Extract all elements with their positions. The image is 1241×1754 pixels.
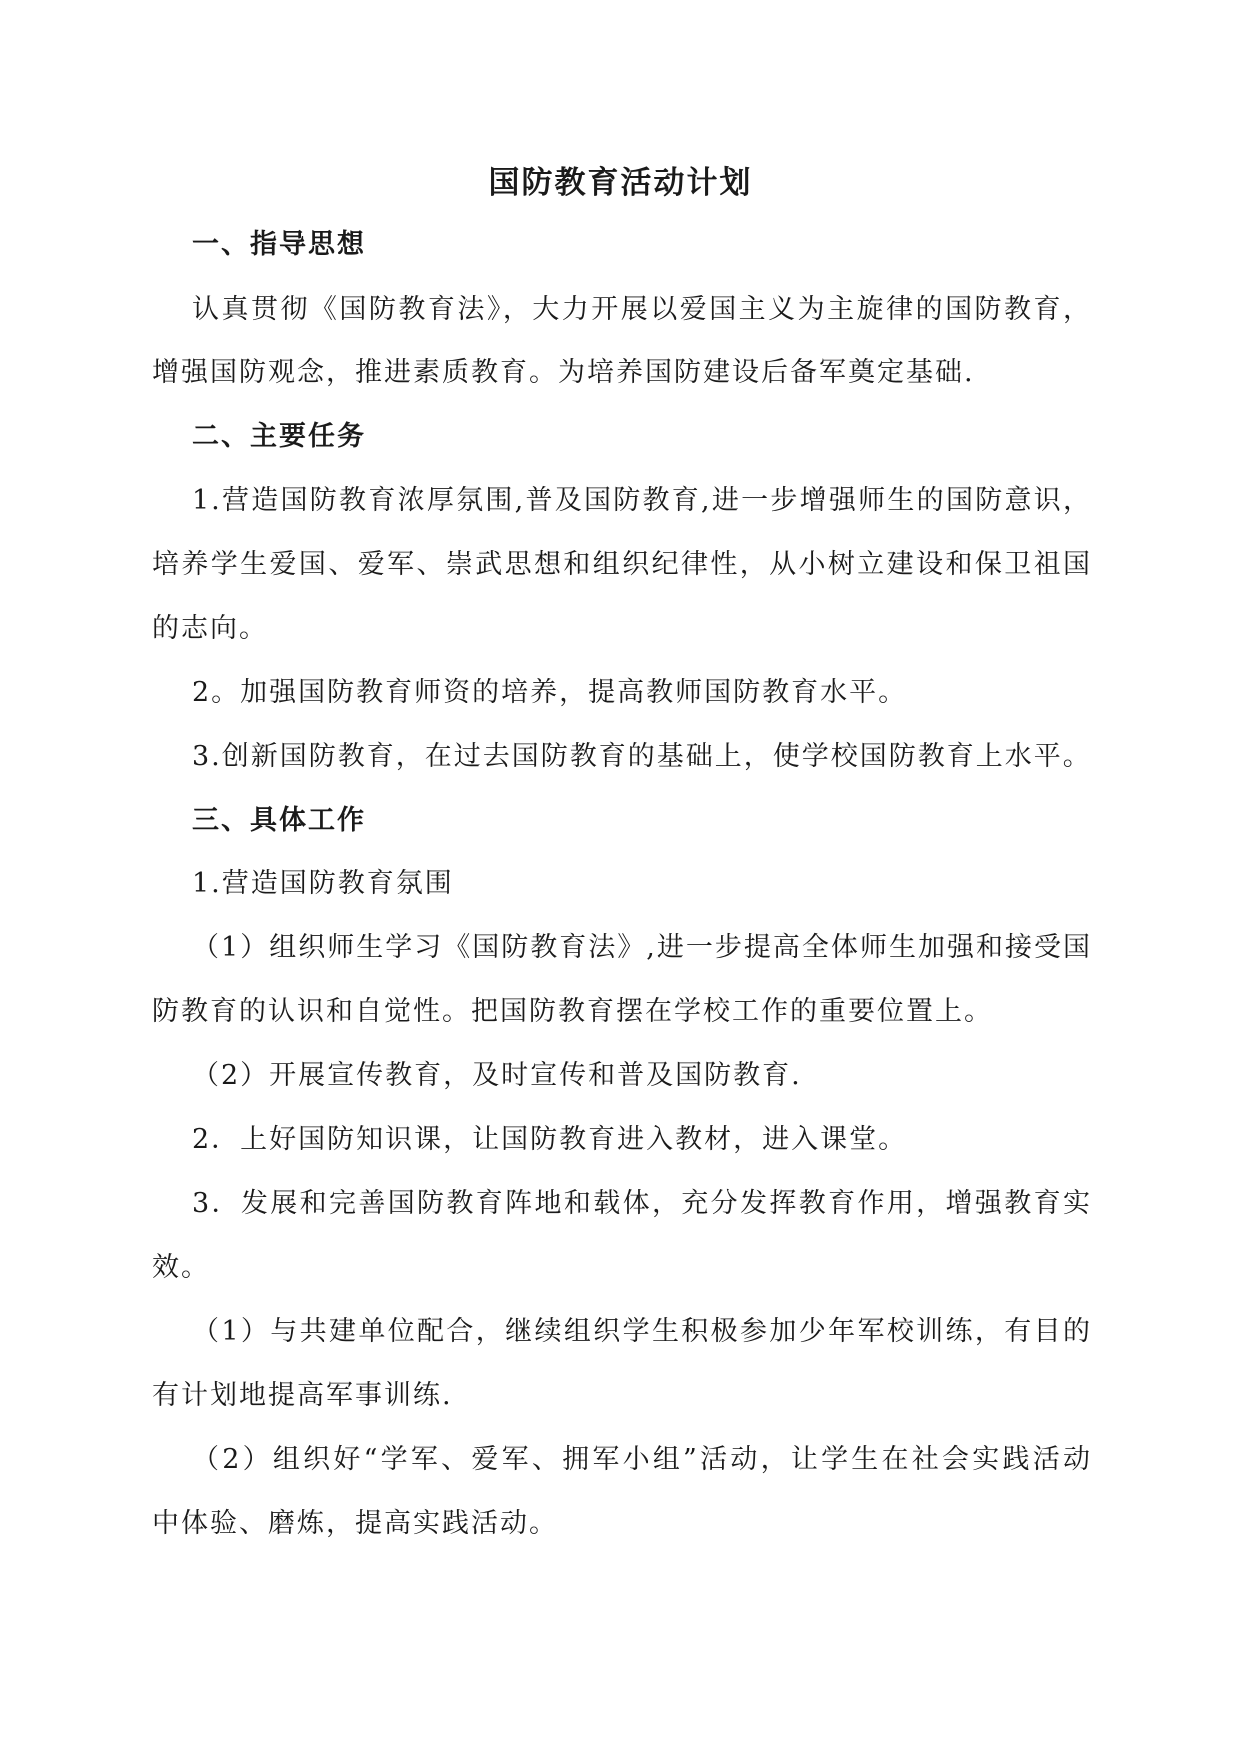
paragraph-line: 有计划地提高军事训练. [152,1380,453,1411]
paragraph-line: 2．上好国防知识课，让国防教育进入教材，进入课堂。 [192,1124,908,1155]
paragraph-line: （1）与共建单位配合，继续组织学生积极参加少年军校训练，有目的 [192,1316,1092,1347]
paragraph-line: 1.营造国防教育浓厚氛围,普及国防教育,进一步增强师生的国防意识， [192,485,1092,516]
section-heading-guiding-thought: 一、指导思想 [192,229,366,260]
paragraph-line: 1.营造国防教育氛围 [192,868,454,899]
paragraph-line: 中体验、磨炼，提高实践活动。 [152,1508,558,1539]
paragraph-line: 防教育的认识和自觉性。把国防教育摆在学校工作的重要位置上。 [152,996,993,1027]
paragraph-line: 3．发展和完善国防教育阵地和载体，充分发挥教育作用，增强教育实 [192,1188,1092,1219]
paragraph-line: 效。 [152,1252,210,1283]
paragraph-line: 的志向。 [152,613,268,644]
paragraph-line: 增强国防观念，推进素质教育。为培养国防建设后备军奠定基础. [152,357,975,388]
paragraph-line: 2。加强国防教育师资的培养，提高教师国防教育水平。 [192,677,908,708]
section-heading-main-tasks: 二、主要任务 [192,421,366,452]
document-title: 国防教育活动计划 [488,165,753,201]
section-heading-specific-work: 三、具体工作 [192,805,366,836]
paragraph-line: 3.创新国防教育，在过去国防教育的基础上，使学校国防教育上水平。 [192,741,1092,772]
paragraph-line: （2）组织好“学军、爱军、拥军小组”活动，让学生在社会实践活动 [192,1444,1092,1475]
paragraph-line: （2）开展宣传教育，及时宣传和普及国防教育. [192,1060,802,1091]
paragraph-line: （1）组织师生学习《国防教育法》,进一步提高全体师生加强和接受国 [192,932,1092,963]
paragraph-line: 认真贯彻《国防教育法》，大力开展以爱国主义为主旋律的国防教育， [192,294,1092,325]
paragraph-line: 培养学生爱国、爱军、崇武思想和组织纪律性，从小树立建设和保卫祖国 [152,549,1092,580]
